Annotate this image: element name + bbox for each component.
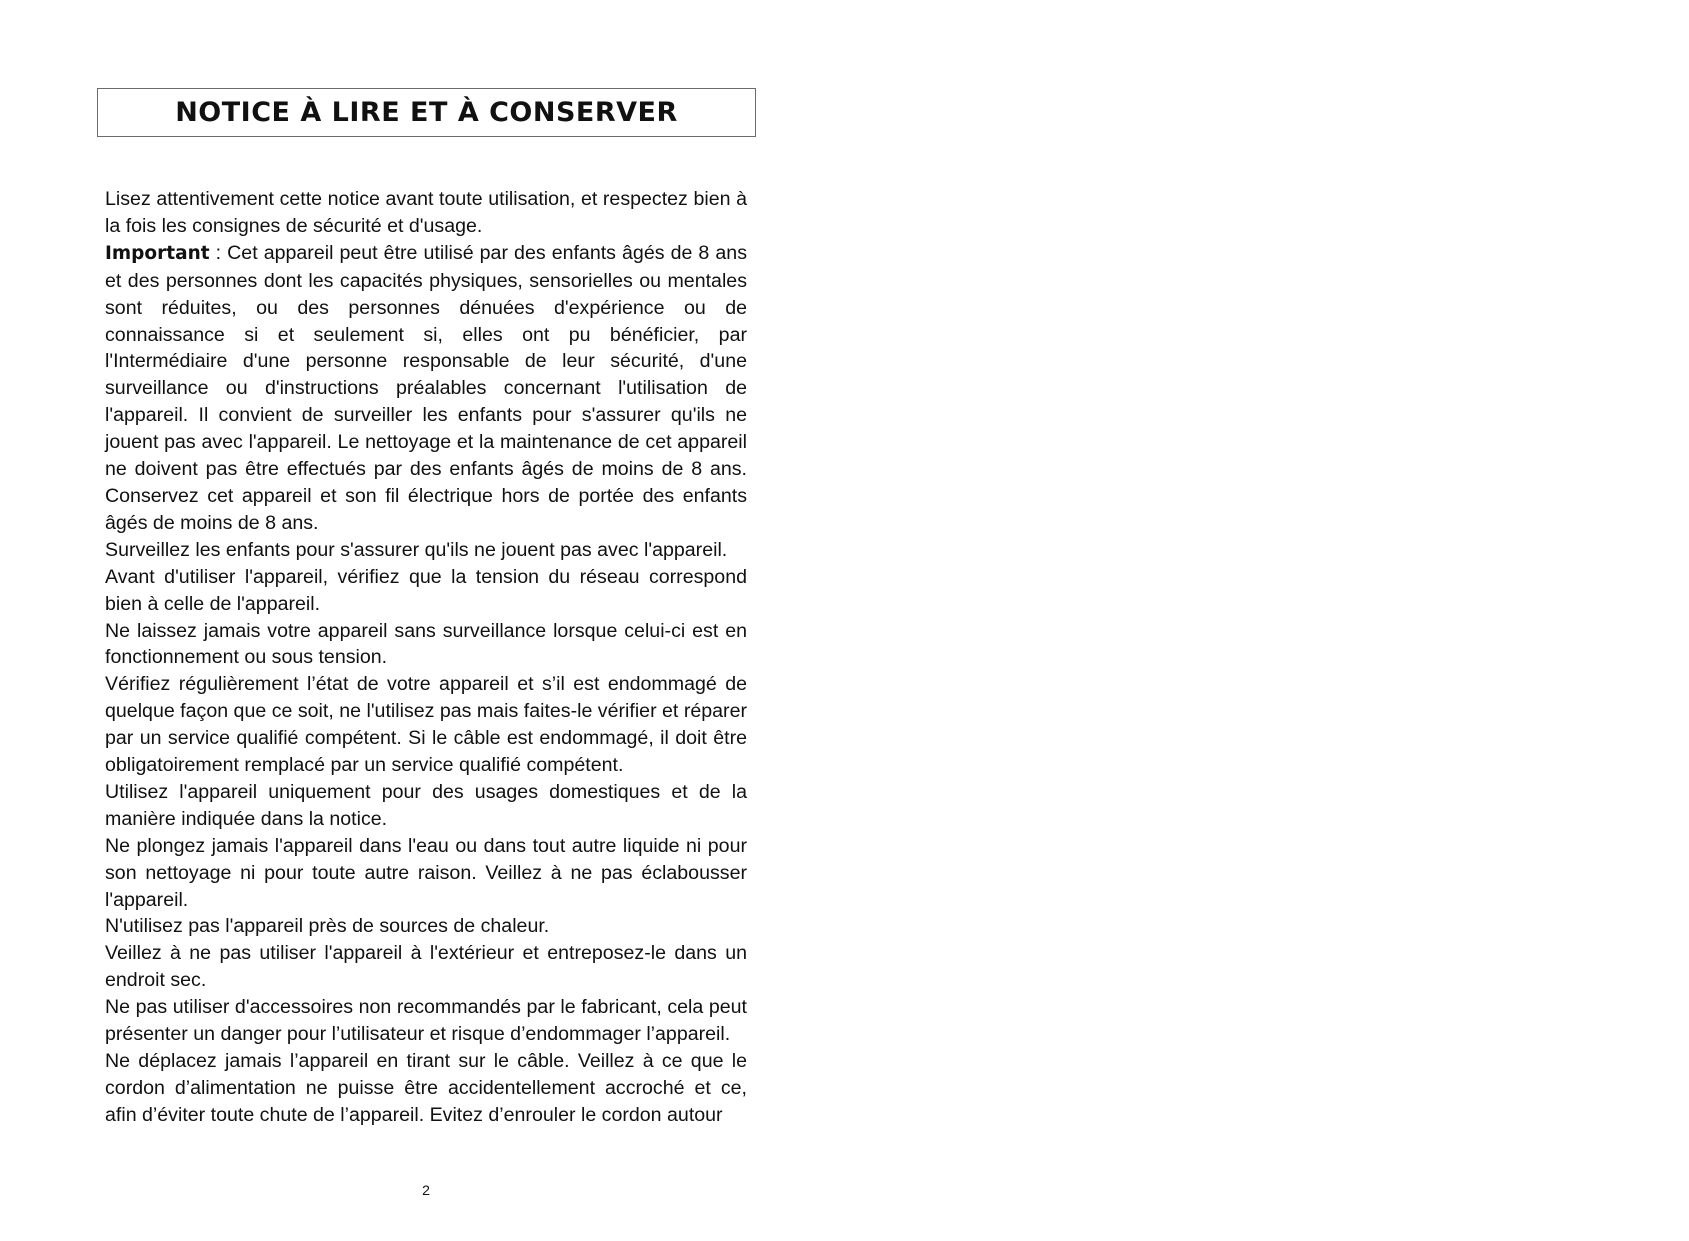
important-text: Cet appareil peut être utilisé par des enfants âgés de 8 ans et des personnes dont les capacités physiques, sensorielles ou mentales sont réduites, ou des personnes dénuées d'expérience ou de connaissance si et seulement si, elles ont pu bénéficier, par l'Intermédiaire d'une personne responsable de leur sécurité, d'une surveillance ou d'instructions préalables concernant l'utilisation de l'appareil. Il convient de surveiller les enfants pour s'assurer qu'ils ne jouent pas avec l'appareil. Le nettoyage et la maintenance de cet appareil ne doivent pas être effectués par des enfants âgés de moins de 8 ans. Conservez cet appareil et son fil électrique hors de portée des enfants âgés de moins de 8 ans. — [105, 241, 747, 534]
paragraph-voltage: Avant d'utiliser l'appareil, vérifiez que la tension du réseau correspond bien à celle de l'appareil. — [105, 565, 747, 615]
paragraph-heat: N'utilisez pas l'appareil près de sources de chaleur. — [105, 915, 550, 938]
page-title: NOTICE À LIRE ET À CONSERVER — [175, 97, 678, 128]
paragraph-cable: Ne déplacez jamais l’appareil en tirant sur le câble. Veillez à ce que le cordon d’alimentation ne puisse être accidentellement accroché et ce, afin d’éviter toute chute de l’appareil. Evitez d’enrouler le cordon autour — [105, 1050, 747, 1126]
paragraph-damage-check: Vérifiez régulièrement l’état de votre appareil et s’il est endommagé de quelque façon que ce soit, ne l'utilisez pas mais faites-le vérifier et réparer par un service qualifié compétent. Si le câble est endommagé, il doit être obligatoirement remplacé par un service qualifié compétent. — [105, 673, 747, 777]
paragraph-important — [105, 240, 747, 537]
title-box — [97, 88, 756, 137]
paragraph-water: Ne plongez jamais l'appareil dans l'eau ou dans tout autre liquide ni pour son nettoyage ni pour toute autre raison. Veillez à ne pas éclabousser l'appareil. — [105, 834, 747, 911]
paragraph-domestic-use: Utilisez l'appareil uniquement pour des usages domestiques et de la manière indiquée dans la notice. — [105, 780, 747, 830]
notice-body — [105, 186, 747, 1129]
paragraph-supervise-children: Surveillez les enfants pour s'assurer qu'ils ne jouent pas avec l'appareil. — [105, 538, 728, 561]
important-separator: : — [209, 241, 228, 264]
paragraph-accessories: Ne pas utiliser d'accessoires non recommandés par le fabricant, cela peut présenter un danger pour l’utilisateur et risque d’endommager l’appareil. — [105, 996, 747, 1046]
paragraph-intro: Lisez attentivement cette notice avant toute utilisation, et respectez bien à la fois les consignes de sécurité et d'usage. — [105, 188, 747, 237]
page-number: 2 — [422, 1182, 430, 1198]
paragraph-unattended: Ne laissez jamais votre appareil sans surveillance lorsque celui-ci est en fonctionnement ou sous tension. — [105, 619, 747, 669]
important-label: Important — [105, 242, 210, 264]
paragraph-outdoor: Veillez à ne pas utiliser l'appareil à l'extérieur et entreposez-le dans un endroit sec. — [105, 942, 747, 992]
